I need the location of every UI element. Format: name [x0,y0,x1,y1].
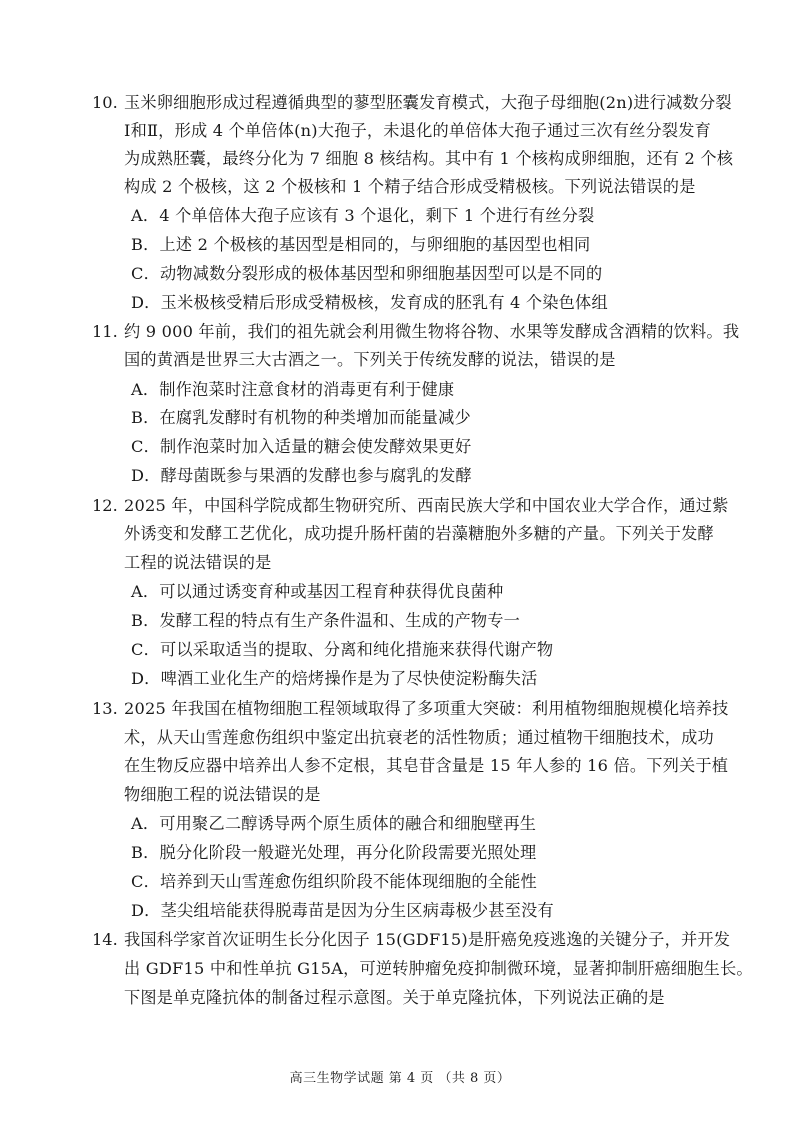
question-text-line: 玉米卵细胞形成过程遵循典型的蓼型胚囊发育模式，大孢子母细胞(2n)进行减数分裂 [124,93,732,112]
option-a: A．可用聚乙二醇诱导两个原生质体的融合和细胞壁再生 [131,814,537,833]
question-text-line: 工程的说法错误的是 [124,553,272,572]
option-d: D．啤酒工业化生产的焙烤操作是为了尽快使淀粉酶失活 [131,669,538,688]
question-text-line: 2025 年，中国科学院成都生物研究所、西南民族大学和中国农业大学合作，通过紫 [124,496,729,515]
question-number: 12. [92,496,118,515]
question-text-line: 术，从天山雪莲愈伤组织中鉴定出抗衰老的活性物质；通过植物干细胞技术，成功 [124,728,714,747]
question-text-line: 构成 2 个极核，这 2 个极核和 1 个精子结合形成受精极核。下列说法错误的是 [124,177,696,196]
question-text-line: 物细胞工程的说法错误的是 [124,785,321,804]
option-c: C．动物减数分裂形成的极体基因型和卵细胞基因型可以是不同的 [131,264,603,283]
question-number: 14. [92,930,118,949]
option-b: B．脱分化阶段一般避光处理，再分化阶段需要光照处理 [131,843,537,862]
option-b: B．上述 2 个极核的基因型是相同的，与卵细胞的基因型也相同 [131,235,591,254]
question-text-line: 下图是单克隆抗体的制备过程示意图。关于单克隆抗体，下列说法正确的是 [124,988,665,1007]
option-a: A．4 个单倍体大孢子应该有 3 个退化，剩下 1 个进行有丝分裂 [131,206,595,225]
option-a: A．可以通过诱变育种或基因工程育种获得优良菌种 [131,582,504,601]
option-c: C．制作泡菜时加入适量的糖会使发酵效果更好 [131,437,472,456]
option-b: B．在腐乳发酵时有机物的种类增加而能量减少 [131,408,471,427]
option-a: A．制作泡菜时注意食材的消毒更有利于健康 [131,380,455,399]
option-d: D．酵母菌既参与果酒的发酵也参与腐乳的发酵 [131,466,472,485]
option-c: C．可以采取适当的提取、分离和纯化措施来获得代谢产物 [131,640,554,659]
question-text-line: 国的黄酒是世界三大古酒之一。下列关于传统发酵的说法，错误的是 [124,350,616,369]
option-d: D．茎尖组培能获得脱毒苗是因为分生区病毒极少甚至没有 [131,901,554,920]
question-text-line: 为成熟胚囊，最终分化为 7 细胞 8 核结构。其中有 1 个核构成卵细胞，还有 2 个核 [124,149,734,168]
question-text-line: 2025 年我国在植物细胞工程领域取得了多项重大突破：利用植物细胞规模化培养技 [124,699,729,718]
question-text-line: 在生物反应器中培养出人参不定根，其皂苷含量是 15 年人参的 16 倍。下列关于植 [124,756,729,775]
question-number: 11. [92,322,118,341]
question-text-line: 约 9 000 年前，我们的祖先就会利用微生物将谷物、水果等发酵成含酒精的饮料。我 [124,322,740,341]
question-text-line: 我国科学家首次证明生长分化因子 15(GDF15)是肝癌免疫逃逸的关键分子，并开发 [124,930,731,949]
option-c: C．培养到天山雪莲愈伤组织阶段不能体现细胞的全能性 [131,872,537,891]
question-text-line: 外诱变和发酵工艺优化，成功提升肠杆菌的岩藻糖胞外多糖的产量。下列关于发酵 [124,524,714,543]
option-d: D．玉米极核受精后形成受精极核，发育成的胚乳有 4 个染色体组 [131,293,608,312]
question-number: 13. [92,699,118,718]
question-number: 10. [92,93,118,112]
question-text-line: 出 GDF15 中和性单抗 G15A，可逆转肿瘤免疫抑制微环境，显著抑制肝癌细胞生长。 [124,959,753,978]
option-b: B．发酵工程的特点有生产条件温和、生成的产物专一 [131,611,521,630]
question-text-line: Ⅰ和Ⅱ，形成 4 个单倍体(n)大孢子，未退化的单倍体大孢子通过三次有丝分裂发育 [124,121,712,140]
page-footer: 高三生物学试题 第 4 页 （共 8 页） [289,1071,511,1086]
